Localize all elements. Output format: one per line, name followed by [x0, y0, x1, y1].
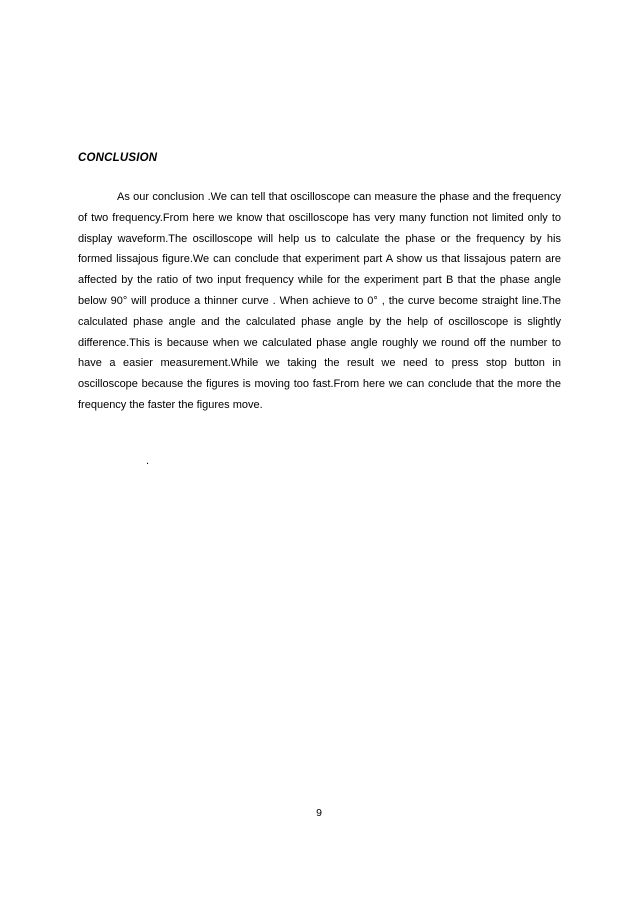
page-number: 9	[316, 807, 322, 819]
stray-period-mark: .	[146, 455, 150, 467]
section-heading: CONCLUSION	[78, 152, 158, 164]
conclusion-paragraph: As our conclusion .We can tell that oscilloscope can measure the phase and the frequency of two frequency.From here we know that oscilloscope has very many function not limited only to display waveform.The oscilloscope will help us to calculate the phase or the frequency by his formed lissajous figure.We can conclude that experiment part A show us that lissajous patern are affected by the ratio of two input frequency while for the experiment part B that the phase angle below 90° will produce a thinner curve . When achieve to 0° , the curve become straight line.The calculated phase angle and the calculated phase angle by the help of oscilloscope is slightly difference.This is because when we calculated phase angle roughly we round off the number to have a easier measurement.While we taking the result we need to press stop button in oscilloscope because the figures is moving too fast.From here we can conclude that the more the frequency the faster the figures move.	[78, 191, 561, 411]
